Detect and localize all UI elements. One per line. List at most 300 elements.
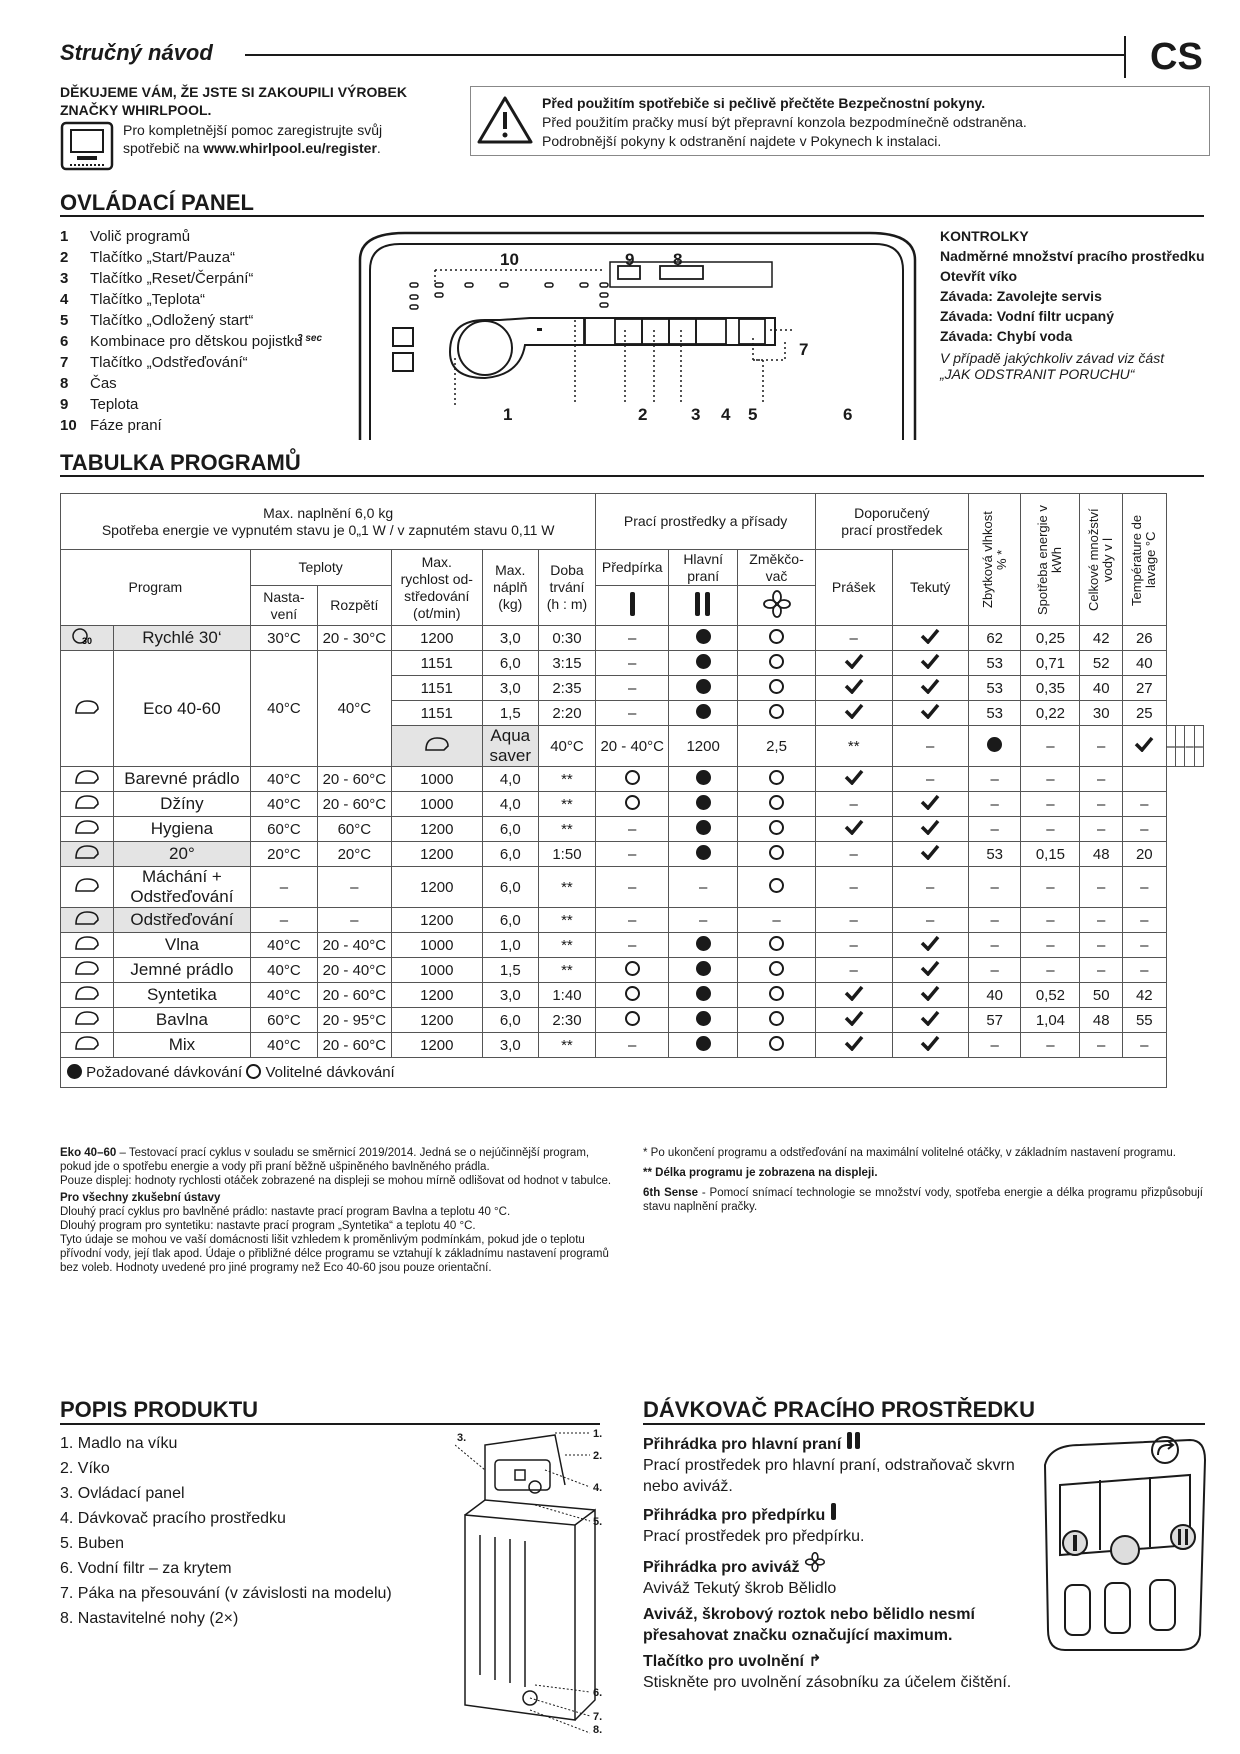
- program-table-rule: [60, 475, 1204, 477]
- set-temp-cell: 40°C: [538, 726, 596, 767]
- washing-machine-diagram: [455, 1425, 615, 1735]
- optional-dot-icon: [625, 961, 640, 976]
- program-icon: [61, 792, 114, 817]
- duration-cell: **: [538, 1033, 596, 1058]
- check-icon: [920, 819, 940, 835]
- liquid-header: Tekutý: [892, 550, 968, 626]
- spin-cell: 1000: [391, 792, 482, 817]
- control-item-label: Tlačítko „Reset/Čerpání“: [90, 270, 254, 287]
- prewash-cell: –: [596, 842, 669, 867]
- labs-note-2: Dlouhý program pro syntetiku: nastavte prací program „Syntetika“ a teplotu 40 °C.: [60, 1220, 476, 1232]
- prewash-icon: [830, 1502, 838, 1520]
- load-cell: 3,0: [482, 676, 538, 701]
- program-header: Program: [61, 550, 251, 626]
- load-cell: 2,5: [738, 726, 816, 767]
- load-cell: 6,0: [482, 817, 538, 842]
- thanks-line1: DĚKUJEME VÁM, ŽE JSTE SI ZAKOUPILI VÝROBEK: [60, 84, 407, 100]
- duration-footnote: ** Délka programu je zobrazena na displeji.: [643, 1167, 878, 1179]
- required-dot-icon: [696, 704, 711, 719]
- metric-cell: 27: [1123, 676, 1167, 701]
- load-header: [482, 550, 538, 626]
- control-item-number: 6: [60, 333, 69, 350]
- metric-cell: 25: [1123, 701, 1167, 726]
- range-temp-cell: 20 - 40°C: [596, 726, 669, 767]
- set-temp-cell: 30°C: [250, 626, 317, 651]
- check-icon: [920, 653, 940, 669]
- main-wash-cell: [669, 817, 738, 842]
- set-temp-cell: –: [250, 908, 317, 933]
- program-row: [61, 792, 1204, 817]
- register-link[interactable]: www.whirlpool.eu/register: [203, 140, 377, 156]
- softener-cell: [738, 676, 816, 701]
- liquid-cell: [892, 933, 968, 958]
- required-dot-icon: [696, 845, 711, 860]
- control-item-number: 3: [60, 270, 69, 287]
- spin-cell: 1000: [391, 767, 482, 792]
- metric-cell: 0,15: [1021, 842, 1080, 867]
- range-temp-cell: 20 - 60°C: [318, 1033, 391, 1058]
- eko-label: Eko 40–60: [60, 1147, 117, 1159]
- check-icon: [920, 844, 940, 860]
- prewash-cell: –: [892, 726, 968, 767]
- main-wash-cell: [669, 1033, 738, 1058]
- load-cell: 3,0: [482, 626, 538, 651]
- warning-line2: Před použitím pračky musí být přepravní konzola bezpodmínečně odstraněna.: [542, 114, 1027, 130]
- program-row: [61, 1008, 1204, 1033]
- metric-cell: 55: [1123, 1008, 1167, 1033]
- powder-cell: [815, 767, 892, 792]
- program-icon: [61, 842, 114, 867]
- powder-cell: –: [815, 626, 892, 651]
- range-temp-cell: 40°C: [318, 651, 391, 767]
- duration-cell: **: [538, 933, 596, 958]
- softener-cell: [738, 842, 816, 867]
- check-icon: [844, 678, 864, 694]
- control-panel-diagram: [355, 230, 920, 445]
- indicators-note-line1: V případě jakýchkoliv závad viz část: [940, 350, 1165, 366]
- metric-cell: 0,52: [1021, 983, 1080, 1008]
- dispenser-description: [643, 1431, 1053, 1698]
- load-cell: 6,0: [482, 651, 538, 676]
- load-cell: 1,5: [482, 958, 538, 983]
- main-wash-cell: [669, 767, 738, 792]
- powder-cell: –: [1080, 726, 1123, 767]
- optional-dot-icon: [769, 878, 784, 893]
- check-icon: [920, 678, 940, 694]
- spin-cell: 1151: [391, 651, 482, 676]
- prewash-cell: –: [596, 701, 669, 726]
- load-cell: 6,0: [482, 908, 538, 933]
- optional-dot-icon: [769, 961, 784, 976]
- main-wash-cell: [669, 676, 738, 701]
- control-panel-rule: [60, 215, 1204, 217]
- product-part-item: 7. Páka na přesouvání (v závislosti na modelu): [60, 1585, 392, 1602]
- spin-cell: 1151: [391, 676, 482, 701]
- program-name: Rychlé 30‘: [114, 626, 251, 651]
- display-note: Pouze displej: hodnoty rychlosti otáček zobrazené na displeji se mohou mírně odlišovat od hodnot v tabulce.: [60, 1175, 612, 1187]
- metric-cell: –: [1021, 792, 1080, 817]
- labs-note-3: Tyto údaje se mohou ve vaší domácnosti lišit vzhledem k proměnlivým podmínkám, pokud jde o teplotu přívodní vody, její tlak apod. Údaje o přibližné délce programu se vztahují k základnímu nastavení programů bez voleb. Hodnoty uvedené pro jiné programy než Eco 40-60 jsou pouze orientační.: [60, 1234, 609, 1274]
- optional-dot-icon: [625, 1011, 640, 1026]
- main-wash-cell: [669, 1008, 738, 1033]
- indicator-no-water: Závada: Chybí voda: [940, 328, 1073, 344]
- metric-cell: 53: [968, 842, 1021, 867]
- softener-cell: [738, 1008, 816, 1033]
- control-item-number: 4: [60, 291, 69, 308]
- control-item: [60, 331, 303, 352]
- metric-cell: –: [968, 1033, 1021, 1058]
- range-temp-cell: –: [318, 908, 391, 933]
- set-temp-cell: 40°C: [250, 651, 317, 767]
- check-icon: [920, 794, 940, 810]
- check-icon: [920, 628, 940, 644]
- diagram-label-7: 7: [799, 340, 809, 359]
- program-row: [61, 958, 1204, 983]
- optional-dot-icon: [769, 820, 784, 835]
- program-name: Bavlna: [114, 1008, 251, 1033]
- check-icon: [920, 935, 940, 951]
- liquid-cell: [892, 792, 968, 817]
- recommended-line1: Doporučený: [854, 504, 930, 521]
- eko-note: – Testovací prací cyklus v souladu se směrnicí 2019/2014. Jedná se o nejúčinnější program, pokud jde o spotřebu energie a vody při praní běžně ušpiněného bavlněného prádla.: [60, 1147, 590, 1173]
- metric-cell: –: [1080, 958, 1123, 983]
- metric-cell: –: [1123, 792, 1167, 817]
- check-icon: [844, 703, 864, 719]
- optional-dot-icon: [769, 629, 784, 644]
- prewash-cell: –: [596, 817, 669, 842]
- metric-cell: 40: [968, 983, 1021, 1008]
- metric-cell: 53: [968, 651, 1021, 676]
- load-cell: 3,0: [482, 983, 538, 1008]
- product-part-item: 1. Madlo na víku: [60, 1435, 178, 1452]
- lock-duration: 3 sec: [297, 333, 323, 344]
- optional-dot-icon: [769, 936, 784, 951]
- water-header: [1080, 494, 1123, 626]
- dispenser-drawer-diagram: [1040, 1435, 1210, 1655]
- metric-cell: 53: [968, 701, 1021, 726]
- duration-cell: 1:40: [538, 983, 596, 1008]
- program-name: Máchání + Odstřeďování: [114, 867, 251, 908]
- program-icon: [61, 983, 114, 1008]
- program-row: [61, 1033, 1204, 1058]
- sixth-sense-label: 6th Sense: [643, 1187, 698, 1199]
- metric-cell: –: [968, 933, 1021, 958]
- main-wash-cell: [968, 726, 1021, 767]
- softener-compartment-title: Přihrádka pro aviváž: [643, 1559, 800, 1576]
- optional-dot-icon: [769, 845, 784, 860]
- spin-header: [391, 550, 482, 626]
- main-wash-cell: [669, 792, 738, 817]
- optional-dot-icon: [769, 704, 784, 719]
- svg-text:30: 30: [82, 636, 93, 646]
- notes-right: [643, 1146, 1203, 1214]
- water-header-text: Celkové množství vody v l: [1086, 508, 1116, 611]
- program-name: Mix: [114, 1033, 251, 1058]
- machine-label-1: 1.: [593, 1428, 603, 1440]
- program-name: Jemné prádlo: [114, 958, 251, 983]
- spin-cell: 1200: [391, 626, 482, 651]
- softener-cell: [738, 817, 816, 842]
- required-dot-icon: [696, 795, 711, 810]
- program-icon: [61, 1008, 114, 1033]
- range-temp-cell: 20 - 40°C: [318, 933, 391, 958]
- main-wash-icon: [846, 1431, 862, 1449]
- liquid-cell: –: [892, 767, 968, 792]
- program-icon: [61, 817, 114, 842]
- metric-cell: 0,25: [1021, 626, 1080, 651]
- prewash-cell: –: [596, 1033, 669, 1058]
- range-temp-cell: 20 - 30°C: [318, 626, 391, 651]
- lavage-temp-header: [1123, 494, 1167, 626]
- metric-cell: –: [1080, 1033, 1123, 1058]
- powder-cell: –: [815, 792, 892, 817]
- header-rule: [245, 54, 1125, 56]
- prewash-compartment-title: Přihrádka pro předpírku: [643, 1507, 826, 1524]
- register-end: .: [376, 140, 381, 156]
- metric-cell: [1123, 767, 1167, 792]
- required-dot-icon: [696, 1036, 711, 1051]
- optional-dot-icon: [625, 986, 640, 1001]
- prewash-cell: [596, 792, 669, 817]
- main-wash-cell: [669, 626, 738, 651]
- document-title: Stručný návod: [60, 40, 213, 65]
- moisture-header: [968, 494, 1021, 626]
- load-cell: 1,5: [482, 701, 538, 726]
- optional-dot-icon: [769, 986, 784, 1001]
- phase-leds: [410, 283, 608, 309]
- program-table: [60, 493, 1204, 1088]
- metric-cell: 42: [1080, 626, 1123, 651]
- energy-header: [1021, 494, 1080, 626]
- spin-cell: 1200: [391, 908, 482, 933]
- notes-left: [60, 1146, 620, 1275]
- control-item-label: Tlačítko „Teplota“: [90, 291, 206, 308]
- powder-cell: [815, 701, 892, 726]
- liquid-cell: [892, 958, 968, 983]
- spin-cell: 1200: [391, 842, 482, 867]
- control-item-number: 5: [60, 312, 69, 329]
- metric-cell: –: [1123, 867, 1167, 908]
- prewash-cell: [596, 1008, 669, 1033]
- duration-cell: 0:30: [538, 626, 596, 651]
- computer-icon: [60, 121, 116, 173]
- metric-cell: 48: [1080, 1008, 1123, 1033]
- prewash-icon: [596, 586, 669, 626]
- metric-cell: 40: [1123, 651, 1167, 676]
- metric-cell: 30: [1080, 701, 1123, 726]
- main-wash-cell: –: [669, 867, 738, 908]
- range-temp-cell: 20 - 40°C: [318, 958, 391, 983]
- range-temp-cell: –: [318, 867, 391, 908]
- product-title: POPIS PRODUKTU: [60, 1397, 259, 1422]
- prewash-cell: [596, 767, 669, 792]
- liquid-cell: [892, 817, 968, 842]
- main-wash-cell: [669, 651, 738, 676]
- diagram-label-5: 5: [748, 405, 758, 424]
- optional-dot-icon: [769, 770, 784, 785]
- required-dot-icon: [67, 1064, 82, 1079]
- range-temp-cell: 20 - 60°C: [318, 767, 391, 792]
- spin-cell: 1000: [391, 933, 482, 958]
- prewash-cell: [596, 983, 669, 1008]
- metric-cell: 53: [968, 676, 1021, 701]
- metric-cell: 0,71: [1021, 651, 1080, 676]
- duration-cell: **: [538, 867, 596, 908]
- temps-header: Teploty: [250, 550, 391, 586]
- diagram-label-3: 3: [691, 405, 701, 424]
- softener-cell: [738, 1033, 816, 1058]
- control-item-label: Tlačítko „Odložený start“: [90, 312, 254, 329]
- prewash-cell: –: [596, 908, 669, 933]
- metric-cell: 26: [1123, 626, 1167, 651]
- main-compartment-title: Přihrádka pro hlavní praní: [643, 1436, 842, 1453]
- product-part-item: 2. Víko: [60, 1460, 110, 1477]
- control-item-number: 7: [60, 354, 69, 371]
- moisture-footnote: * Po ukončení programu a odstřeďování na maximální volitelné otáčky, v základním nastavení programu.: [643, 1147, 1176, 1159]
- dispenser-rule: [643, 1423, 1205, 1425]
- liquid-cell: [892, 842, 968, 867]
- metric-cell: –: [968, 817, 1021, 842]
- check-icon: [920, 703, 940, 719]
- register-text: [123, 121, 423, 157]
- prewash-header: Předpírka: [596, 550, 669, 586]
- metric-cell: 48: [1080, 842, 1123, 867]
- labs-note-1: Dlouhý prací cyklus pro bavlněné prádlo: nastavte prací program Bavlna a teplotu 40 °C.: [60, 1206, 511, 1218]
- diagram-label-1: 1: [503, 405, 513, 424]
- liquid-cell: –: [892, 867, 968, 908]
- liquid-cell: [892, 701, 968, 726]
- set-temp-header: [250, 586, 317, 626]
- required-dot-icon: [987, 737, 1002, 752]
- metric-cell: –: [1194, 726, 1203, 767]
- machine-label-4: 4.: [593, 1482, 603, 1494]
- set-h1: Nasta-: [263, 588, 305, 605]
- program-row: [61, 983, 1204, 1008]
- language-code: CS: [1150, 36, 1203, 78]
- program-name: Eco 40-60: [114, 651, 251, 767]
- required-dot-icon: [696, 654, 711, 669]
- softener-cell: [738, 983, 816, 1008]
- control-panel-list: [60, 226, 303, 436]
- range-temp-cell: 20 - 95°C: [318, 1008, 391, 1033]
- control-item-label: Kombinace pro dětskou pojistku: [90, 333, 303, 350]
- optional-dot-icon: [769, 795, 784, 810]
- diagram-label-2: 2: [638, 405, 648, 424]
- metric-cell: –: [1021, 817, 1080, 842]
- liquid-cell: [892, 1008, 968, 1033]
- metric-cell: 57: [968, 1008, 1021, 1033]
- softener-cell: –: [1021, 726, 1080, 767]
- program-row: [61, 651, 1204, 676]
- liquid-cell: [892, 983, 968, 1008]
- range-temp-cell: 20 - 60°C: [318, 792, 391, 817]
- table-legend: [61, 1058, 1167, 1088]
- control-item-label: Čas: [90, 375, 117, 392]
- machine-label-3: 3.: [457, 1432, 467, 1444]
- product-parts-list: [60, 1431, 392, 1631]
- spin-h4: (ot/min): [413, 604, 461, 621]
- spin-h2: rychlost od-: [400, 570, 473, 587]
- required-dot-icon: [696, 629, 711, 644]
- metric-cell: –: [968, 908, 1021, 933]
- metric-cell: 50: [1080, 983, 1123, 1008]
- duration-cell: 2:35: [538, 676, 596, 701]
- metric-cell: 0,35: [1021, 676, 1080, 701]
- spin-h3: středování: [404, 587, 470, 604]
- powder-cell: [815, 651, 892, 676]
- softener-cell: [738, 792, 816, 817]
- release-button-text: Stiskněte pro uvolnění zásobníku za účelem čištění.: [643, 1674, 1012, 1691]
- duration-cell: **: [538, 908, 596, 933]
- metric-cell: –: [968, 958, 1021, 983]
- machine-label-2: 2.: [593, 1450, 603, 1462]
- liquid-cell: [892, 676, 968, 701]
- duration-cell: **: [815, 726, 892, 767]
- softener-cell: [738, 626, 816, 651]
- optional-dot-icon: [246, 1064, 261, 1079]
- required-dot-icon: [696, 986, 711, 1001]
- release-arrow-icon: ↱: [808, 1653, 822, 1670]
- program-icon: [61, 651, 114, 767]
- program-icon: [61, 626, 114, 651]
- load-h3: (kg): [498, 596, 523, 612]
- diagram-label-10: 10: [500, 250, 519, 269]
- metric-cell: 42: [1123, 983, 1167, 1008]
- diagram-label-9: 9: [625, 250, 635, 269]
- dispenser-warning: Aviváž, škrobový roztok nebo bělidlo nesmí přesahovat značku označující maximum.: [643, 1606, 975, 1644]
- set-temp-cell: 40°C: [250, 983, 317, 1008]
- indicators-note-line2: „JAK ODSTRANIT PORUCHU“: [940, 366, 1135, 382]
- check-icon: [844, 1010, 864, 1026]
- product-part-item: 6. Vodní filtr – za krytem: [60, 1560, 232, 1577]
- program-icon: [61, 1033, 114, 1058]
- warning-line1: Před použitím spotřebiče si pečlivě přečtěte Bezpečnostní pokyny.: [542, 95, 986, 111]
- program-row: [61, 908, 1204, 933]
- program-row: [61, 933, 1204, 958]
- spin-h1: Max.: [421, 553, 452, 570]
- metric-cell: –: [1080, 867, 1123, 908]
- spin-cell: 1000: [391, 958, 482, 983]
- softener-cell: [738, 767, 816, 792]
- range-temp-cell: 20 - 60°C: [318, 983, 391, 1008]
- prewash-cell: –: [596, 867, 669, 908]
- softener-compartment-text: Aviváž Tekutý škrob Bělidlo: [643, 1580, 837, 1597]
- load-cell: 4,0: [482, 767, 538, 792]
- dur-h2: trvání: [549, 579, 585, 595]
- machine-label-7: 7.: [593, 1711, 603, 1723]
- lavage-temp-header-text: Température de lavage °C: [1129, 513, 1159, 606]
- liquid-cell: [1123, 726, 1167, 767]
- check-icon: [844, 653, 864, 669]
- warning-text: [542, 94, 1202, 151]
- prewash-cell: –: [596, 626, 669, 651]
- control-item-label: Volič programů: [90, 228, 191, 245]
- max-load-info: Max. naplnění 6,0 kg: [263, 504, 394, 521]
- load-cell: 1,0: [482, 933, 538, 958]
- spin-cell: 1151: [391, 701, 482, 726]
- control-item: [60, 226, 303, 247]
- duration-cell: **: [538, 792, 596, 817]
- required-dot-icon: [696, 770, 711, 785]
- recommended-detergent-header: [815, 494, 968, 550]
- powder-cell: –: [815, 867, 892, 908]
- load-cell: 3,0: [482, 1033, 538, 1058]
- optional-dot-icon: [769, 1036, 784, 1051]
- optional-dot-icon: [769, 679, 784, 694]
- duration-cell: 1:50: [538, 842, 596, 867]
- diagram-label-8: 8: [673, 250, 683, 269]
- softener-cell: [738, 651, 816, 676]
